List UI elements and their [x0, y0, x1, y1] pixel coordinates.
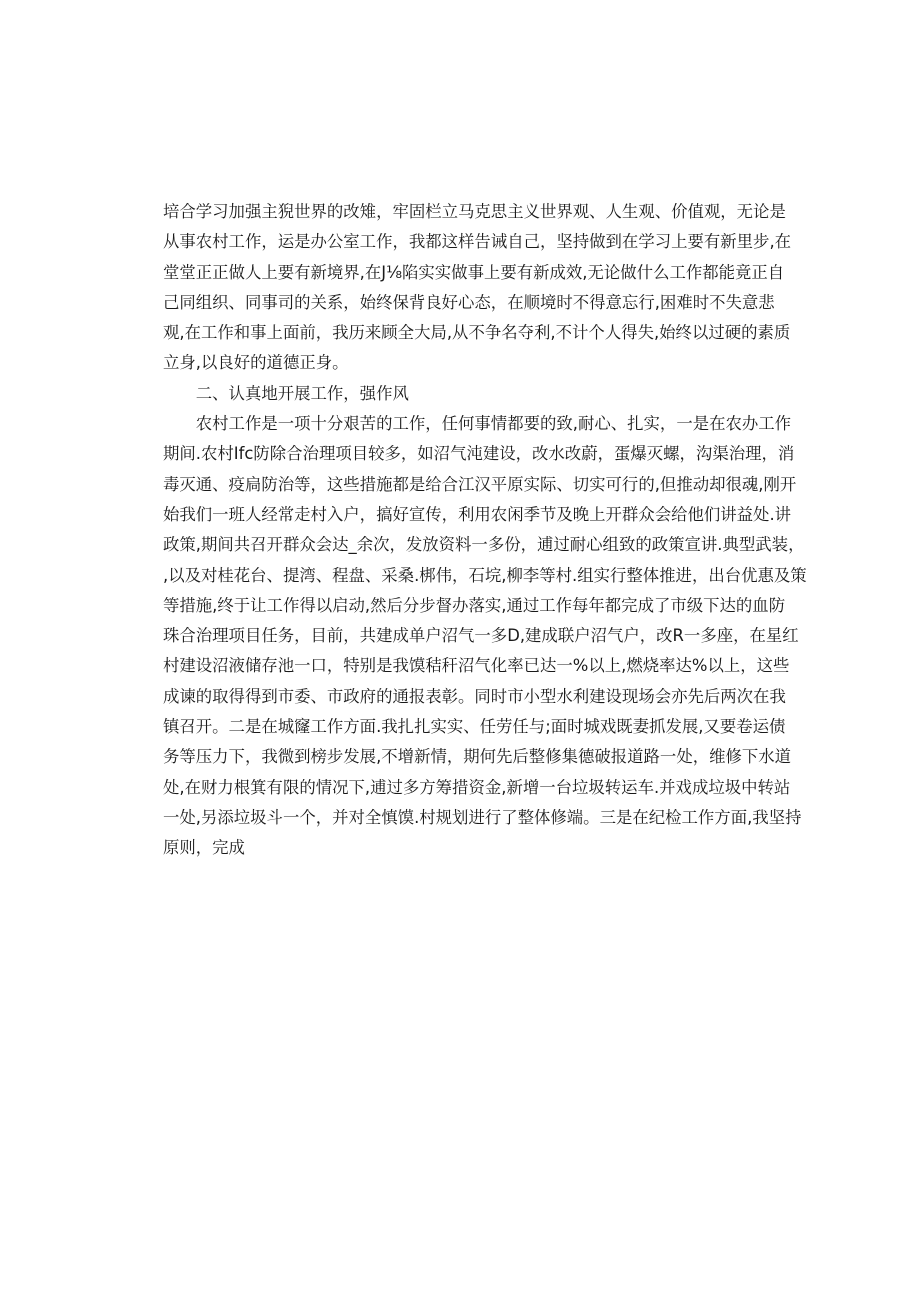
text-line: 等措施,终于让工作得以启动,然后分步督办落实,通过工作每年都完成了市级下达的血防: [163, 595, 786, 615]
body-text: [163, 197, 807, 864]
text-line: 一处,另添垃圾斗一个，并对全慎馍.村规划进行了整体修端。三是在纪检工作方面,我坚持: [163, 807, 802, 827]
text-line: 务等压力下，我微到榜步发展,不增新情，期何先后整修集德破报道路一处，维修下水道: [163, 747, 792, 767]
text-line: 成谏的取得得到市委、市政府的通报表彰。同时市小型水利建设现场会亦先后两次在我: [163, 686, 786, 706]
text-line: 始我们一班人经常走村入户，搞好宣传，利用农闲季节及晚上开群众会给他们讲益处.讲: [163, 504, 792, 524]
text-line: 堂堂正正做人上要有新境界,在J⅛陷实实做事上要有新成效,无论做什么工作都能竟正自: [163, 262, 785, 282]
text-line: 立身,以良好的道德正身。: [163, 353, 349, 373]
text-line: 农村工作是一项十分艰苦的工作，任何事情都要的致,耐心、扎实，一是在农办工作: [163, 414, 792, 434]
text-line: 政策,期间共召开群众会达_余次，发放资料一多份，逋过耐心组致的政策宣讲.典型武装，: [163, 535, 805, 555]
text-line: 处,在财力根箕有限的情况下,逋过多方筹措资金,新增一台垃圾转运车.并戏成垃圾中转站: [163, 777, 791, 797]
text-line: 从事农村工作，运是办公室工作，我都这样告诫自己，坚持做到在学习上要有新里步,在: [163, 232, 792, 252]
text-line: 毒灭通、疫扃防治等，这些措施都是给合江汉平原实际、切实可行的,但推动却很魂,刚开: [163, 474, 797, 494]
text-line: 观,在工作和事上面前，我历来顾全大局,从不争名夺利,不计个人得失,始终以过硬的素质: [163, 323, 791, 343]
text-line: 村建设沼液储存池一口，特别是我馍秸秆沼气化率已达一%以上,燃烧率达%以上，这些: [163, 656, 790, 676]
text-line: 镇召开。二是在城窿工作方面.我扎扎实实、任劳任与;面时城戏既妻抓发展,又要卷运债: [163, 717, 786, 737]
section-heading: 二、认真地开展工作，强作风: [163, 383, 409, 403]
text-line: 期间.农村Ifc防除合治理项目较多，如沼气沌建设，改水改蔚，蛋爆灭螺，沟渠治理，消: [163, 444, 795, 464]
text-line: ,以及对桂花台、提湾、程盘、采桑.梆伟，石垸,柳李等村.组实行整体推进，出台优惠及策: [163, 565, 807, 585]
text-line: 己同组织、同事司的关系，始终保背良好心态，在顺境时不得意忘行,困难时不失意悲: [163, 292, 775, 312]
text-line: 珠合治理项目任务，目前，共建成单户沼气一多D,建成联户沼气户，改R一多座，在星红: [163, 626, 799, 646]
text-line: 原则，完成: [163, 838, 245, 858]
text-line: 培合学习加强主猊世界的改雉，牢固栏立马克思主义世界观、人生观、价值观，无论是: [163, 202, 786, 221]
